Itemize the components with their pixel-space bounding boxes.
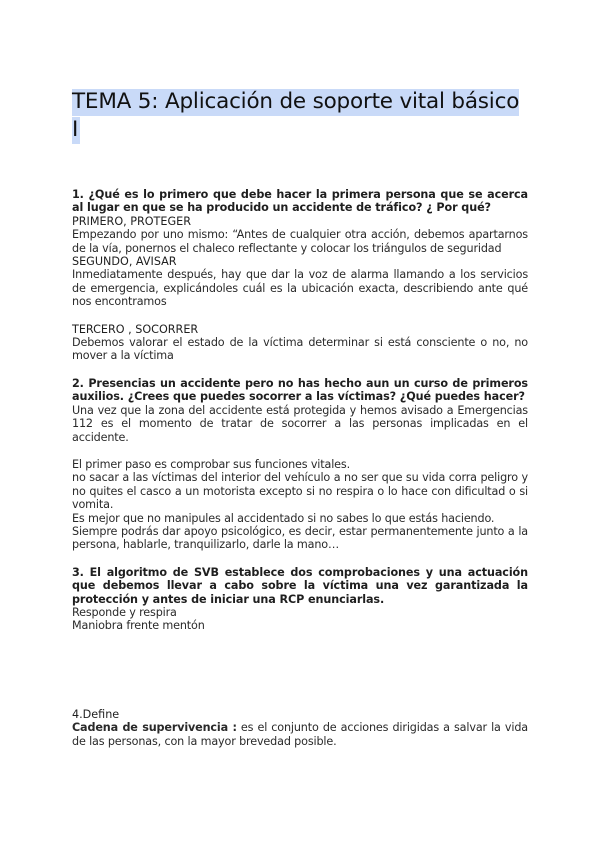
- spacer: [72, 444, 528, 458]
- answer-2-paragraph-4: Es mejor que no manipules al accidentado si no sabes lo que estás haciendo.: [72, 511, 495, 525]
- answer-2-paragraph-1: Una vez que la zona del accidente está protegida y hemos avisado a Emergencias 112 es el momento de tratar de socorrer a las personas implicadas en el accidente.: [72, 403, 528, 444]
- answer-1-heading-notify: SEGUNDO, AVISAR: [72, 255, 177, 269]
- question-2-section: [72, 377, 528, 552]
- question-1-section: [72, 188, 528, 363]
- definition-term: Cadena de supervivencia :: [72, 721, 237, 735]
- question-2-text: 2. Presencias un accidente pero no has hecho aun un curso de primeros auxilios. ¿Crees que puedes socorrer a las víctimas? ¿Qué puedes hacer?: [72, 376, 528, 404]
- answer-2-paragraph-3: no sacar a las víctimas del interior del vehículo a no ser que su vida corra peligro y no quites el casco a un motorista excepto si no respira o lo hace con dificultad o si vomita.: [72, 471, 528, 512]
- spacer: [72, 633, 528, 708]
- spacer: [72, 309, 528, 323]
- question-1-text: 1. ¿Qué es lo primero que debe hacer la primera persona que se acerca al lugar en que se ha producido un accidente de tráfico? ¿ Por qué?: [72, 188, 528, 215]
- definition-text: es el conjunto de acciones dirigidas a salvar la vida de las personas, con la mayor brevedad posible.: [72, 721, 528, 748]
- answer-1-heading-help: TERCERO , SOCORRER: [72, 322, 199, 336]
- spacer: [72, 552, 528, 566]
- answer-3-line-2: Maniobra frente mentón: [72, 619, 205, 633]
- question-3-text: 3. El algoritmo de SVB establece dos comprobaciones y una actuación que debemos llevar a cabo sobre la víctima una vez garantizada la protección y antes de iniciar una RCP enunciarlas.: [72, 565, 528, 606]
- spacer: [72, 363, 528, 377]
- answer-1-paragraph-help: Debemos valorar el estado de la víctima determinar si está consciente o no, no mover a la víctima: [72, 336, 528, 363]
- answer-2-paragraph-5: Siempre podrás dar apoyo psicológico, es decir, estar permanentemente junto a la persona, hablarle, tranquilizarlo, darle la mano…: [72, 524, 528, 552]
- answer-3-line-1: Responde y respira: [72, 605, 177, 619]
- question-3-section: [72, 566, 528, 633]
- question-4-text: 4.Define: [72, 707, 120, 721]
- question-4-section: [72, 708, 528, 748]
- answer-1-heading-protect: PRIMERO, PROTEGER: [72, 214, 191, 228]
- answer-4-definition: [72, 721, 528, 748]
- answer-2-paragraph-2: El primer paso es comprobar sus funciones vitales.: [72, 457, 350, 471]
- title-block: [72, 88, 528, 144]
- answer-1-paragraph-notify: Inmediatamente después, hay que dar la voz de alarma llamando a los servicios de emergencia, explicándoles cuál es la ubicación exacta, describiendo ante qué nos encontramos: [72, 268, 528, 309]
- page-title: TEMA 5: Aplicación de soporte vital básico I: [72, 89, 520, 142]
- answer-1-paragraph-protect: Empezando por uno mismo: “Antes de cualquier otra acción, debemos apartarnos de la vía, ponernos el chaleco reflectante y colocar los triángulos de seguridad: [72, 228, 528, 255]
